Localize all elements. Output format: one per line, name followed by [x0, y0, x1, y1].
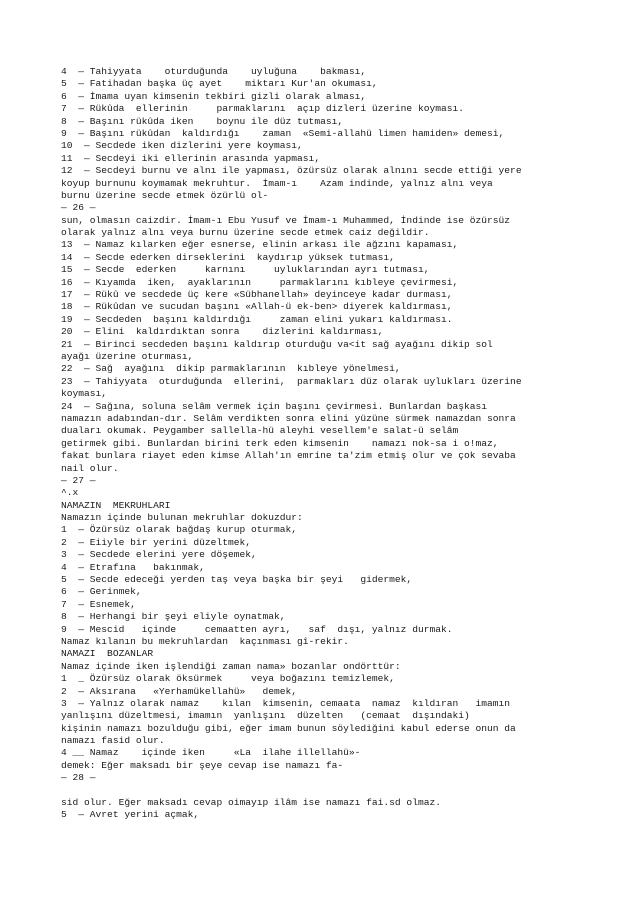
text-line: Namaz kılanın bu mekruhlardan kaçınması gî-rekir.: [61, 635, 349, 647]
text-line: — 28 —: [61, 772, 96, 784]
text-line: 4 — Etrafına bakınmak,: [61, 561, 205, 573]
text-line: demek: Eğer maksadı bir şeye cevap ise namazı fa-: [61, 759, 344, 771]
text-line: — 27 —: [61, 474, 96, 486]
text-line: 6 — Gerinmek,: [61, 586, 142, 598]
text-line: fakat bunlara riayet eden kimse Allah'ın emrine ta'zim etmiş olur ve çok sevaba: [61, 450, 516, 462]
text-line: 23 — Tahiyyata oturduğunda ellerini, parmakları düz olarak uylukları üzerine: [61, 375, 522, 387]
text-line: 7 — Rükûda ellerinin parmaklarını açıp dizleri üzerine koyması.: [61, 103, 465, 115]
text-line: NAMAZI BOZANLAR: [61, 648, 154, 660]
text-line: kişinin namazı bozulduğu gibi, eğer imam bunun söylediğini kabul ederse onun da: [61, 722, 516, 734]
text-line: 9 — Başını rükûdan kaldırdığı zaman «Semi-allahü limen hamiden» demesi,: [61, 127, 505, 139]
text-line: 9 — Mescid içinde cemaatten ayrı, saf dışı, yalnız durmak.: [61, 623, 453, 635]
text-line: 4 __ Namaz içinde iken «La ilahe illellahü»-: [61, 747, 361, 759]
text-line: Namazın içinde bulunan mekruhlar dokuzdur:: [61, 512, 303, 524]
text-line: getirmek gibi. Bunlardan birini terk eden kimsenin namazı nok-sa i o!maz,: [61, 437, 499, 449]
text-line: 14 — Secde ederken dirseklerini kaydırıp yüksek tutması,: [61, 251, 395, 263]
text-line: — 26 —: [61, 202, 96, 214]
text-line: ayağı üzerine oturması,: [61, 350, 194, 362]
text-line: olarak yalnız alnı veya burnu üzerine secde etmek caiz değildir.: [61, 227, 430, 239]
text-line: 10 — Secdede iken dizlerini yere koyması,: [61, 140, 303, 152]
text-line: 2 — Aksırana «Yerhamükellahü» demek,: [61, 685, 298, 697]
text-line: ^.x: [61, 487, 79, 499]
text-line: 5 — Fatihadan başka üç ayet miktarı Kur'an okuması,: [61, 78, 378, 90]
text-line: 20 — Elini kaldırdıktan sonra dizlerini kaldırması,: [61, 326, 384, 338]
text-line: 4 — Tahiyyata oturduğunda uyluğuna bakması,: [61, 66, 367, 77]
text-line: 5 — Avret yerini açmak,: [61, 809, 200, 821]
text-line: 15 — Secde ederken karnını uyluklarından ayrı tutması,: [61, 264, 430, 276]
text-line: 1 — Özürsüz olarak bağdaş kurup oturmak,: [61, 524, 298, 536]
text-line: 8 — Başını rükûda iken boynu ile düz tutması,: [61, 115, 344, 127]
text-line: namazı fasid olur.: [61, 735, 165, 747]
text-line: Namaz içinde iken işlendiği zaman nama» bozanlar ondörttür:: [61, 660, 401, 672]
document-text: [61, 66, 581, 822]
text-line: 8 — Herhangi bir şeyi eliyle oynatmak,: [61, 611, 286, 623]
text-line: 3 — Yalnız olarak namaz kılan kimsenin, cemaata namaz kıldıran imamın: [61, 697, 511, 709]
text-line: NAMAZIN MEKRUHLARI: [61, 499, 171, 511]
text-line: 22 — Sağ ayağını dikip parmaklarının kıbleye yönelmesi,: [61, 363, 401, 375]
text-line: 2 — Eiiyle bir yerini düzeltmek,: [61, 536, 251, 548]
text-line: 1 _ Özürsüz olarak öksürmek veya boğazını temizlemek,: [61, 673, 395, 685]
text-line: 3 — Secdede elerini yere döşemek,: [61, 549, 257, 561]
text-line: 16 — Kıyamda iken, ayaklarının parmaklarını kıbleye çevirmesi,: [61, 276, 459, 288]
text-line: koyması,: [61, 388, 108, 400]
text-line: 6 — İmama uyan kimsenin tekbiri gizli olarak alması,: [61, 90, 367, 102]
text-line: sun, olmasın caizdir. İmam-ı Ebu Yusuf ve İmam-ı Muhammed, İndinde ise özürsüz: [61, 214, 511, 226]
text-line: 21 — Birinci secdeden başını kaldırıp oturduğu va<it sağ ayağını dikip sol: [61, 338, 493, 350]
text-line: yanlışını düzeltmesi, imamın yanlışını düzelten (cemaat dışındaki): [61, 710, 470, 722]
text-line: 7 — Esnemek,: [61, 598, 136, 610]
text-line: koyup burnunu koymamak mekruhtur. İmam-ı Azam indinde, yalnız alnı veya: [61, 177, 493, 189]
text-line: sid olur. Eğer maksadı cevap oimayıp ilâm ise namazı fai.sd olmaz.: [61, 797, 441, 809]
text-line: 17 — Rükû ve secdede üç kere «Sübhanellah» deyinceye kadar durması,: [61, 289, 453, 301]
text-line: 18 — Rükûdan ve sucudan başını «Allah-ü ek-ben> diyerek kaldırması,: [61, 301, 453, 313]
text-line: 5 — Secde edeceği yerden taş veya başka bir şeyi gidermek,: [61, 574, 413, 586]
text-line: burnu üzerine secde etmek özürlü ol-: [61, 189, 269, 201]
text-line: nail olur.: [61, 462, 119, 474]
text-line: namazın adabından-dır. Selâm verdikten sonra elini yüzüne sürmek namazdan sonra: [61, 412, 516, 424]
text-line: 19 — Secdeden başını kaldırdığı zaman elini yukarı kaldırması.: [61, 313, 453, 325]
blank-line: [61, 785, 581, 797]
text-line: 12 — Secdeyi burnu ve alnı ile yapması, özürsüz olarak alnını secde ettiği yere: [61, 165, 522, 177]
text-line: 11 — Secdeyi iki ellerinin arasında yapması,: [61, 152, 321, 164]
text-line: 24 — Sağına, soluna selâm vermek için başını çevirmesi. Bunlardan başkası: [61, 400, 488, 412]
text-line: duaları okumak. Peygamber sallella-hü aleyhi vesellem'e salat-ü selâm: [61, 425, 459, 437]
text-line: 13 — Namaz kılarken eğer esnerse, elinin arkası ile ağzını kapaması,: [61, 239, 459, 251]
